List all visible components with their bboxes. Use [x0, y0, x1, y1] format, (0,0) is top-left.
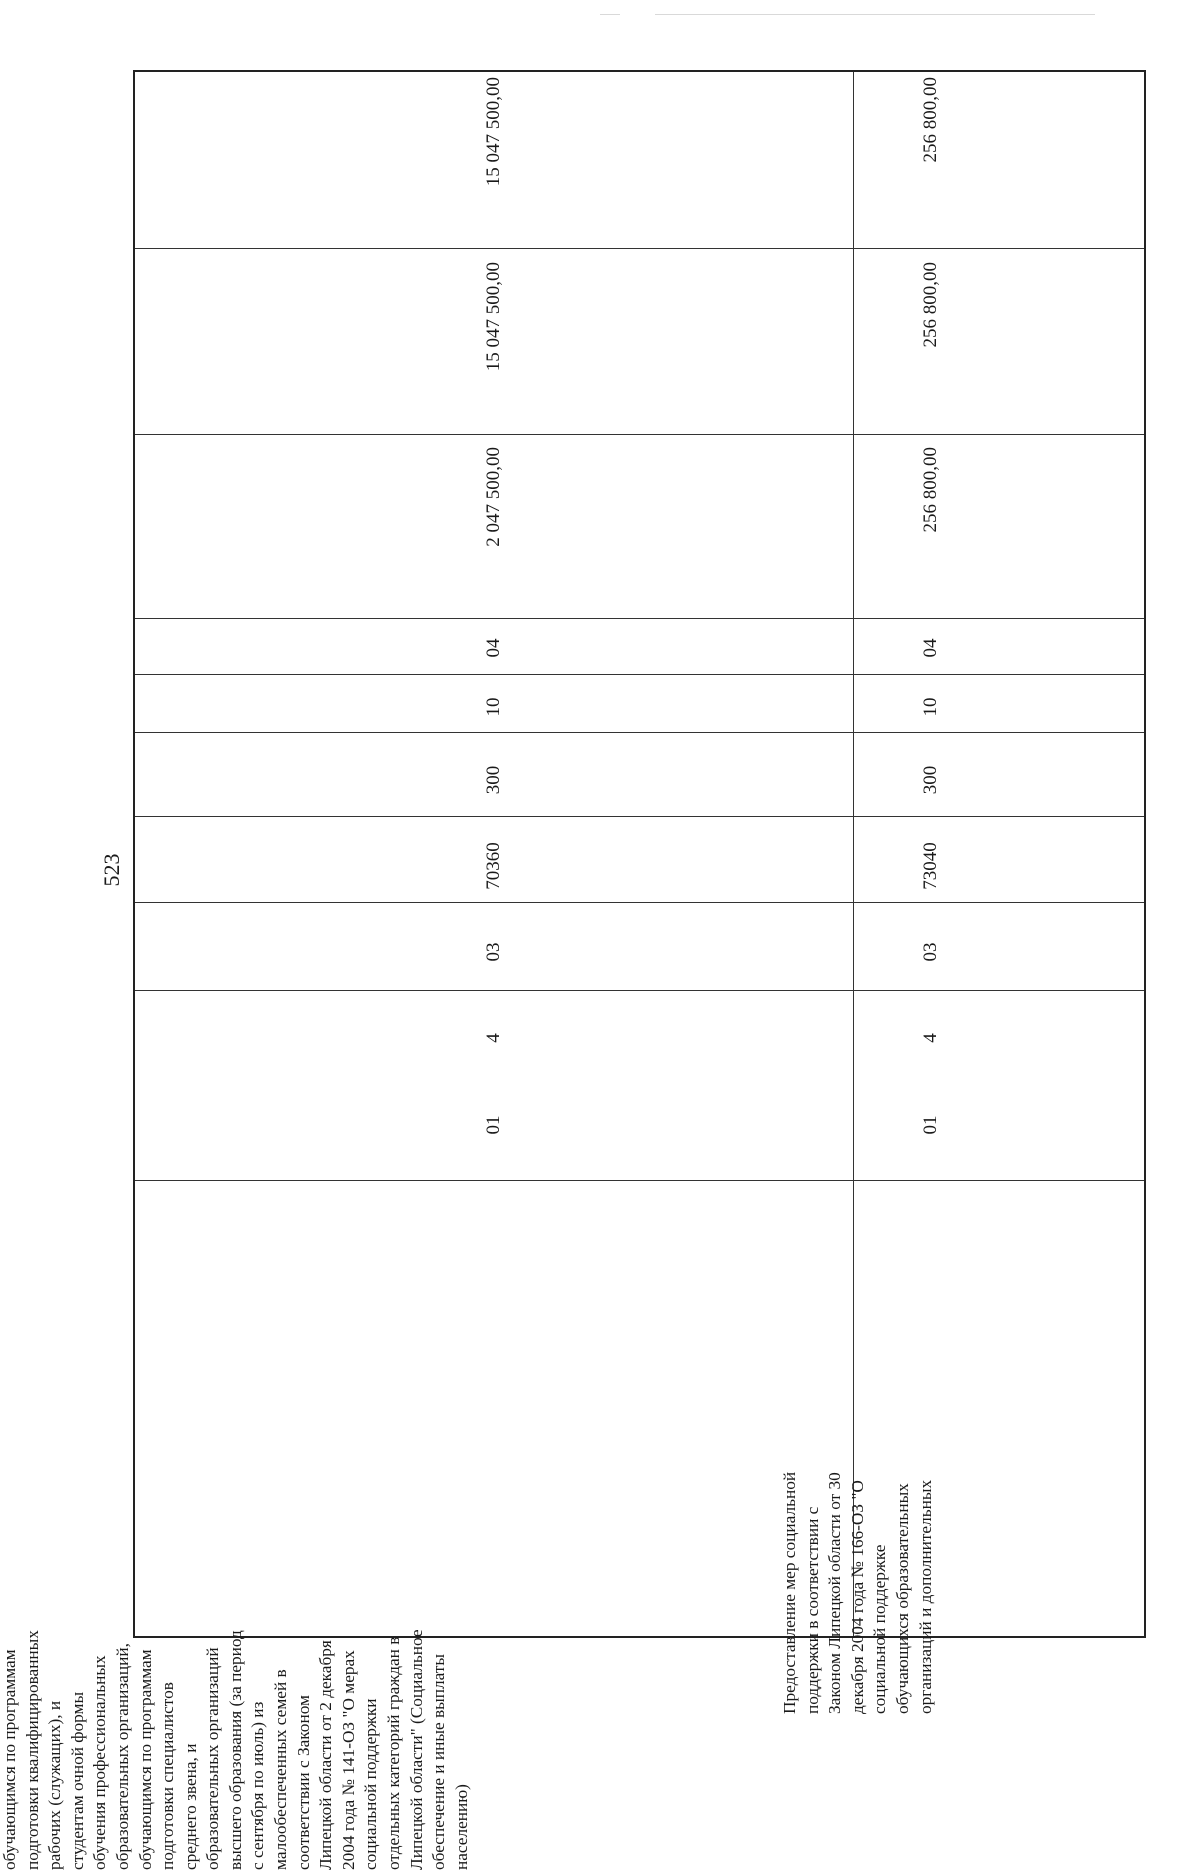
column-divider: [135, 1180, 1144, 1181]
row-1-sum-3: 15 047 500,00: [483, 77, 504, 187]
row-1-expense-type: 300: [483, 765, 504, 795]
row-1-direction: 70360: [483, 842, 504, 890]
scan-edge-line: [600, 14, 620, 15]
column-divider: [135, 732, 1144, 733]
column-divider: [135, 902, 1144, 903]
column-divider: [135, 434, 1144, 435]
column-divider: [135, 674, 1144, 675]
column-divider: [135, 990, 1144, 991]
row-1-subsection: 04: [483, 638, 504, 658]
row-2-event: 03: [920, 942, 941, 962]
row-2-expense-type: 300: [920, 765, 941, 795]
column-divider: [135, 618, 1144, 619]
row-1-subprogram: 4: [483, 1033, 504, 1043]
row-2-section: 10: [920, 697, 941, 717]
row-2-direction: 73040: [920, 842, 941, 890]
row-2-program: 01: [920, 1115, 941, 1135]
row-2-name: Предоставление мер социальной поддержки в соответствии с Законом Липецкой области от 30 декабря 2004 года № 166-ОЗ "О социальной поддержке обучающихся образовательных организаций и дополнительных: [780, 1471, 935, 1714]
scan-edge-line: [655, 14, 1095, 15]
row-2-subsection: 04: [920, 638, 941, 658]
row-1-sum-1: 2 047 500,00: [483, 447, 504, 547]
page-number: 523: [99, 853, 124, 887]
row-1-program: 01: [483, 1115, 504, 1135]
row-2-sum-2: 256 800,00: [920, 262, 941, 348]
row-1-sum-2: 15 047 500,00: [483, 262, 504, 372]
row-2-subprogram: 4: [920, 1033, 941, 1043]
row-1-event: 03: [483, 942, 504, 962]
row-2-sum-1: 256 800,00: [920, 447, 941, 533]
row-1-section: 10: [483, 697, 504, 717]
row-1-name: обучающимся по программам подготовки квалифицированных рабочих (служащих), и студентам очной формы обучения профессиональных образовательных организаций, обучающимся по программам подготовки специалистов среднего звена, и образовательных организаций высшего образования (за период с сентября по июль) из малообеспеченных семей в соответствии с Законом Липецкой области от 2 декабря 2004 года № 141-ОЗ "О мерах социальной поддержки отдельных категорий граждан в Липецкой области" (Социальное обеспечение и иные выплаты населению): [0, 1629, 471, 1870]
column-divider: [135, 248, 1144, 249]
column-divider: [135, 816, 1144, 817]
row-2-sum-3: 256 800,00: [920, 77, 941, 163]
